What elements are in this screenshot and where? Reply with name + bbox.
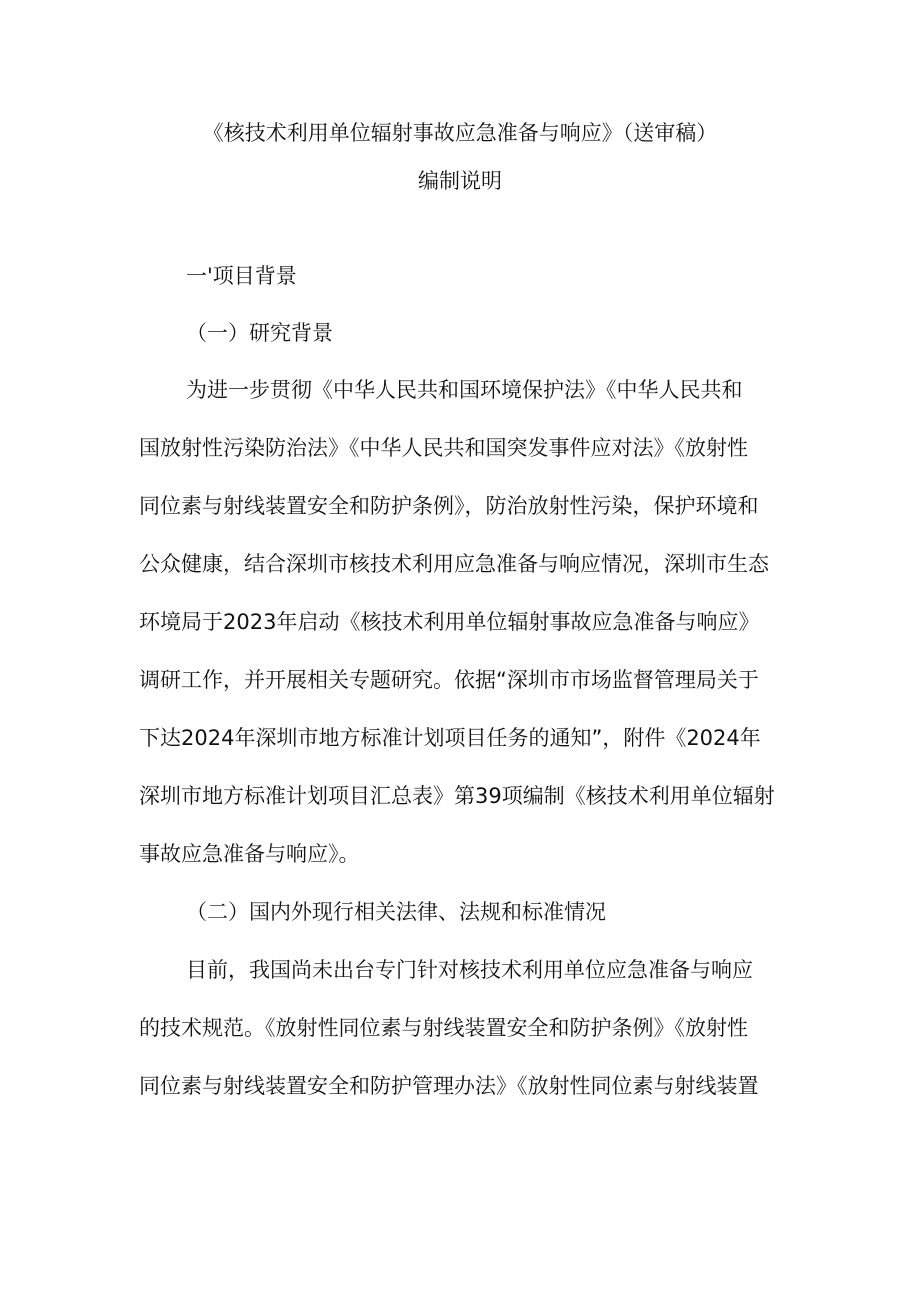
document-title: 《核技术利用单位辐射事故应急准备与响应》（送审稿） [202,121,718,145]
paragraph-line: 的技术规范。《放射性同位素与射线装置安全和防护条例》《放射性 [139,1016,748,1040]
paragraph-line: 深圳市地方标准计划项目汇总表》第39项编制《核技术利用单位辐射 [139,784,775,808]
paragraph-line: 调研工作，并开展相关专题研究。依据“深圳市市场监督管理局关于 [139,668,759,692]
subsection-heading-research-background: （一）研究背景 [186,321,333,345]
document-subtitle: 编制说明 [418,169,502,193]
paragraph-line: 目前，我国尚未出台专门针对核技术利用单位应急准备与响应 [186,958,753,982]
subsection-heading-laws-and-standards: （二）国内外现行相关法律、法规和标准情况 [186,900,606,924]
paragraph-line: 同位素与射线装置安全和防护条例》，防治放射性污染，保护环境和 [139,494,759,518]
paragraph-line: 公众健康，结合深圳市核技术利用应急准备与响应情况，深圳市生态 [139,552,769,576]
paragraph-line: 为进一步贯彻《中华人民共和国环境保护法》《中华人民共和 [186,378,743,402]
paragraph-line: 下达2024年深圳市地方标准计划项目任务的通知”，附件《2024年 [139,726,761,750]
section-heading-project-background: 一'项目背景 [186,264,297,288]
paragraph-line: 国放射性污染防治法》《中华人民共和国突发事件应对法》《放射性 [139,436,748,460]
paragraph-line: 事故应急准备与响应》。 [139,842,360,866]
paragraph-line: 同位素与射线装置安全和防护管理办法》《放射性同位素与射线装置 [139,1074,759,1098]
paragraph-line: 环境局于2023年启动《核技术利用单位辐射事故应急准备与响应》 [139,610,760,634]
